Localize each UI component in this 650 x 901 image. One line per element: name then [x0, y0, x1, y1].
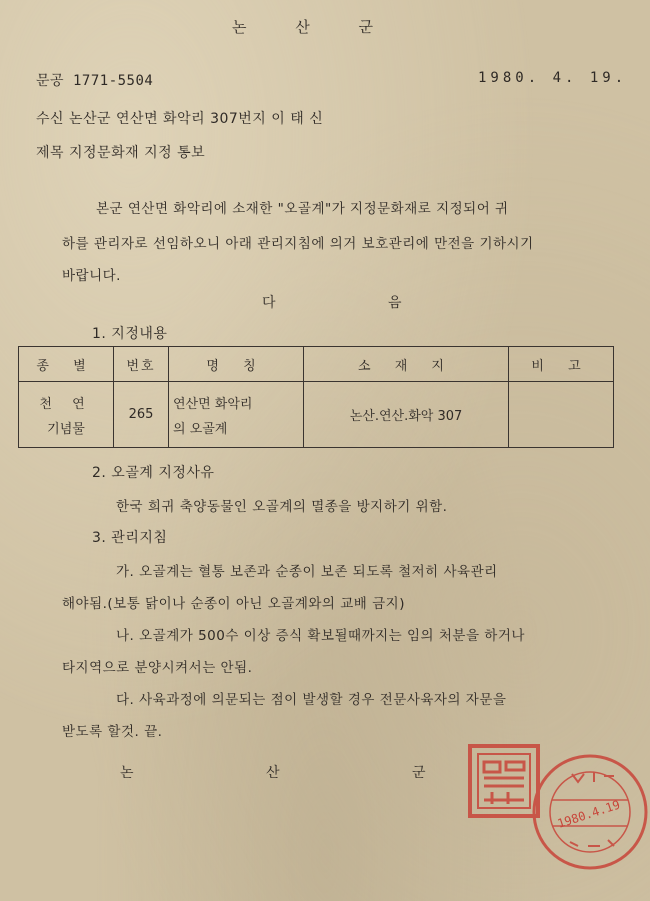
center-heading: 다 음 — [262, 295, 456, 311]
col-header-name: 명 칭 — [169, 347, 304, 382]
col-header-number: 번호 — [114, 347, 169, 382]
section-2-heading: 2. 오골계 지정사유 — [92, 465, 215, 481]
section-1-heading: 1. 지정내용 — [92, 326, 168, 342]
issuer-title: 논 산 군 — [232, 18, 396, 36]
guide-ga-line-1: 가. 오골계는 혈통 보존과 순종이 보존 되도록 철저히 사육관리 — [116, 564, 498, 580]
col-header-location: 소 재 지 — [304, 347, 509, 382]
cell-name — [169, 382, 304, 448]
stamp-date-text: 1980.4.19 — [555, 797, 622, 831]
body-line-3: 바랍니다. — [62, 268, 121, 284]
cell-remarks — [509, 382, 614, 448]
guide-ga-line-2: 해야됨.(보통 닭이나 순종이 아닌 오골계와의 교배 금지) — [62, 596, 405, 612]
col-header-remarks: 비 고 — [509, 347, 614, 382]
designation-table — [18, 346, 614, 448]
document-date: 1980. 4. 19. — [478, 70, 628, 86]
signature-issuer: 논 산 군 — [120, 765, 490, 781]
guide-na-line-2: 타지역으로 분양시켜서는 안됨. — [62, 660, 253, 676]
section-3-heading: 3. 관리지침 — [92, 530, 168, 546]
official-seal-stamp — [462, 726, 650, 896]
body-line-1: 본군 연산면 화악리에 소재한 "오골계"가 지정문화재로 지정되어 귀 — [96, 201, 509, 217]
cell-type — [19, 382, 114, 448]
subject-line: 제목 지정문화재 지정 통보 — [36, 145, 206, 161]
document-number: 문공 1771-5504 — [36, 73, 154, 89]
cell-number: 265 — [114, 382, 169, 448]
cell-type-line-2: 기념물 — [47, 421, 85, 437]
body-line-2: 하를 관리자로 선임하오니 아래 관리지침에 의거 보호관리에 만전을 기하시기 — [62, 236, 534, 252]
cell-location: 논산.연산.화악 307 — [304, 382, 509, 448]
cell-type-line-1: 천 연 — [39, 396, 93, 412]
guide-da-line-2: 받도록 할것. 끝. — [62, 724, 163, 740]
cell-name-line-2: 의 오골계 — [173, 421, 228, 437]
table-header-row — [19, 347, 614, 382]
col-header-type: 종 별 — [19, 347, 114, 382]
cell-name-line-1: 연산면 화악리 — [173, 396, 253, 412]
guide-da-line-1: 다. 사육과정에 의문되는 점이 발생할 경우 전문사육자의 자문을 — [116, 692, 507, 708]
guide-na-line-1: 나. 오골계가 500수 이상 증식 확보될때까지는 임의 처분을 하거나 — [116, 628, 525, 644]
square-seal — [470, 746, 538, 816]
section-2-text: 한국 희귀 축양동물인 오골계의 멸종을 방지하기 위함. — [116, 499, 448, 515]
table-row — [19, 382, 614, 448]
recipient-line: 수신 논산군 연산면 화악리 307번지 이 태 신 — [36, 111, 324, 127]
